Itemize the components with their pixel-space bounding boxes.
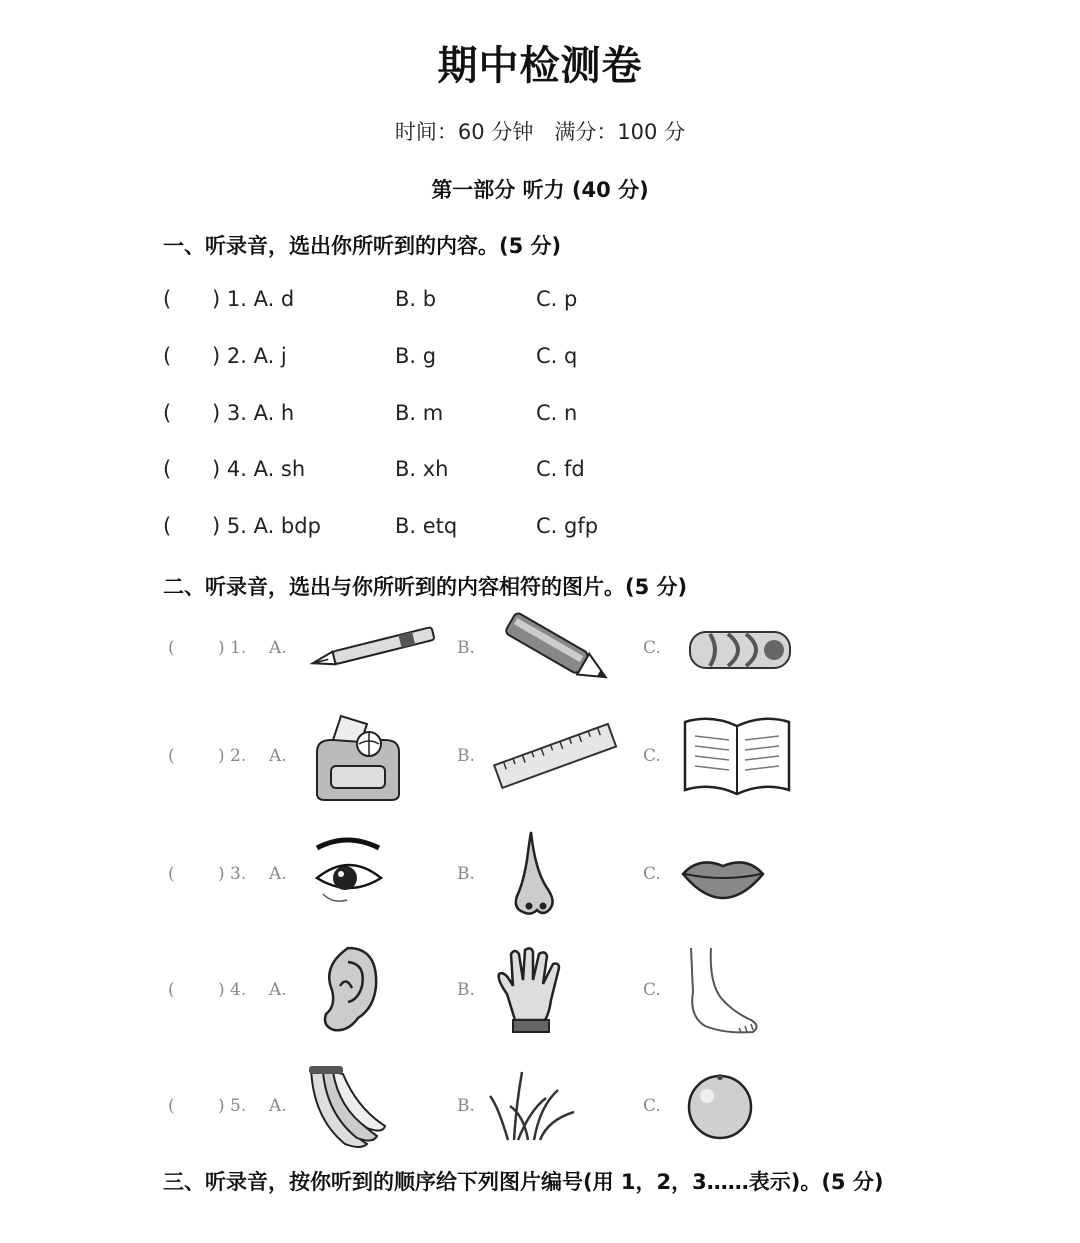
option-b: B. b [395, 287, 437, 311]
answer-bracket: ( [163, 457, 172, 481]
list-item [163, 942, 863, 1062]
nose-icon [511, 830, 557, 918]
question-number: ) 4. [218, 980, 247, 1000]
banana-icon [305, 1064, 387, 1150]
question-number: ) 1. [218, 638, 247, 658]
option-c: C. p [536, 287, 578, 311]
option-b-label: B. [457, 864, 475, 884]
ruler-icon [493, 722, 618, 792]
option-c-label: C. [643, 980, 661, 1000]
pencil-icon [493, 616, 618, 682]
option-b: B. m [395, 401, 444, 425]
schoolbag-icon [305, 712, 409, 802]
section1-heading: 一、听录音，选出你所听到的内容。(5 分) [163, 234, 562, 258]
section3-heading: 三、听录音，按你听到的顺序给下列图片编号(用 1，2，3……表示)。(5 分) [163, 1170, 884, 1194]
exam-title: 期中检测卷 [437, 43, 643, 89]
part-heading: 第一部分 听力 (40 分) [431, 178, 649, 202]
eraser-icon [688, 628, 794, 672]
option-a: ) 3. A. h [212, 401, 295, 425]
option-a: ) 4. A. sh [212, 457, 306, 481]
option-c-label: C. [643, 638, 661, 658]
answer-bracket: ( [168, 746, 175, 766]
option-b-label: B. [457, 980, 475, 1000]
mouth-icon [681, 854, 765, 900]
answer-bracket: ( [163, 344, 172, 368]
answer-bracket: ( [163, 287, 172, 311]
answer-bracket: ( [168, 980, 175, 1000]
option-a-label: A. [269, 864, 287, 884]
question-number: ) 3. [218, 864, 247, 884]
answer-bracket: ( [168, 638, 175, 658]
answer-bracket: ( [168, 864, 175, 884]
ear-icon [318, 946, 380, 1034]
orange-icon [685, 1070, 755, 1140]
option-c-label: C. [643, 746, 661, 766]
option-b: B. etq [395, 514, 458, 538]
answer-bracket: ( [163, 514, 172, 538]
list-item [163, 1058, 863, 1178]
answer-bracket: ( [168, 1096, 175, 1116]
option-a: ) 1. A. d [212, 287, 295, 311]
list-item [163, 826, 863, 946]
book-icon [681, 712, 793, 798]
grass-icon [488, 1066, 578, 1142]
list-item [163, 600, 863, 720]
option-a-label: A. [269, 980, 287, 1000]
option-b: B. xh [395, 457, 449, 481]
question-number: ) 2. [218, 746, 247, 766]
option-a-label: A. [269, 746, 287, 766]
list-item [163, 708, 863, 828]
section2-heading: 二、听录音，选出与你所听到的内容相符的图片。(5 分) [163, 575, 688, 599]
option-b-label: B. [457, 746, 475, 766]
option-c-label: C. [643, 1096, 661, 1116]
option-b-label: B. [457, 1096, 475, 1116]
option-c: C. q [536, 344, 578, 368]
eye-icon [313, 834, 385, 906]
option-a: ) 5. A. bdp [212, 514, 321, 538]
exam-meta: 时间：60 分钟 满分：100 分 [394, 120, 686, 144]
answer-bracket: ( [163, 401, 172, 425]
option-a-label: A. [269, 638, 287, 658]
option-b-label: B. [457, 638, 475, 658]
option-c: C. fd [536, 457, 585, 481]
option-c-label: C. [643, 864, 661, 884]
fountain-pen-icon [305, 626, 440, 672]
option-a-label: A. [269, 1096, 287, 1116]
foot-icon [681, 946, 761, 1036]
question-number: ) 5. [218, 1096, 247, 1116]
option-a: ) 2. A. j [212, 344, 287, 368]
option-b: B. g [395, 344, 437, 368]
hand-icon [493, 944, 573, 1034]
option-c: C. n [536, 401, 578, 425]
option-c: C. gfp [536, 514, 599, 538]
